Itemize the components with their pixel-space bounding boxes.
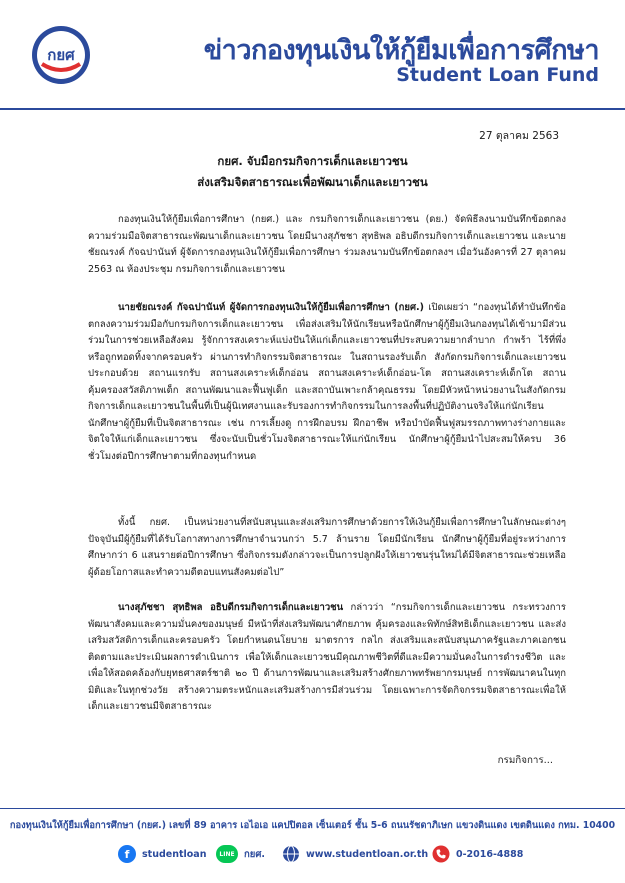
student-loan-fund-logo — [30, 24, 92, 86]
facebook-icon: f — [118, 845, 136, 863]
header-title-english: Student Loan Fund — [396, 64, 599, 86]
logo-text: กยศ — [47, 46, 75, 64]
paragraph-1: กองทุนเงินให้กู้ยืมเพื่อการศึกษา (กยศ.) และ กรมกิจการเด็กและเยาวชน (ดย.) จัดพิธีลงนามบันทึกข้อตกลงความร่วมมือจิตสาธารณะพัฒนาเด็กและเยาวชน โดยมีนางสุภัชชา สุทธิพล อธิบดีกรมกิจการเด็กและเยาวชน และนายชัยณรงค์ กัจฉปานันท์ ผู้จัดการกองทุนเงินให้กู้ยืมเพื่อการศึกษา ร่วมลงนามบันทึกข้อตกลงฯ เมื่อวันอังคารที่ 27 ตุลาคม 2563 ณ ห้องประชุม กรมกิจการเด็กและเยาวชน — [88, 214, 566, 275]
globe-icon — [282, 845, 300, 863]
paragraph-2-lead: นายชัยณรงค์ กัจฉปานันท์ ผู้จัดการกองทุนเงินให้กู้ยืมเพื่อการศึกษา (กยศ.) — [118, 302, 424, 313]
continued-marker: กรมกิจการ... — [497, 755, 553, 766]
footer-divider — [0, 808, 625, 809]
document-date: 27 ตุลาคม 2563 — [479, 130, 559, 142]
line-handle: กยศ. — [244, 848, 265, 860]
headline-line-2: ส่งเสริมจิตสาธารณะเพื่อพัฒนาเด็กและเยาวชน — [197, 175, 428, 189]
paragraph-2 — [88, 300, 566, 465]
headline-line-1: กยศ. จับมือกรมกิจการเด็กและเยาวชน — [217, 154, 408, 168]
footer-address: กองทุนเงินให้กู้ยืมเพื่อการศึกษา (กยศ.) เลขที่ 89 อาคาร เอไอเอ แคปปิตอล เซ็นเตอร์ ชั้น 5-6 ถนนรัชดาภิเษก แขวงดินแดง เขตดินแดง กทม. 10400 — [9, 820, 616, 831]
phone-contact[interactable] — [432, 844, 523, 864]
paragraph-4-lead: นางสุภัชชา สุทธิพล อธิบดีกรมกิจการเด็กและเยาวชน — [118, 602, 344, 613]
phone-icon — [432, 845, 450, 863]
facebook-contact[interactable] — [118, 844, 206, 864]
website-url: www.studentloan.or.th — [306, 848, 429, 860]
website-contact[interactable] — [282, 844, 428, 864]
header-divider — [0, 108, 625, 110]
paragraph-4-text: กล่าวว่า “กรมกิจการเด็กและเยาวชน กระทรวงการพัฒนาสังคมและความมั่นคงของมนุษย์ มีหน้าที่ส่งเสริมพัฒนาศักยภาพ คุ้มครองและพิทักษ์สิทธิเด็กและเยาวชน และส่งเสริมสวัสดิการเด็กและครอบครัว โดยกำหนดนโยบาย มาตรการ กลไก ส่งเสริมและสนับสนุนภาครัฐและภาคเอกชน ติดตามและประเมินผลการดำเนินการ เพื่อให้เด็กและเยาวชนมีคุณภาพชีวิตที่ดีและมีความมั่นคงในการดำรงชีวิต และเพื่อให้สอดคล้องกับยุทธศาสตร์ชาติ ๒๐ ปี ด้านการพัฒนาและเสริมสร้างศักยภาพทรัพยากรมนุษย์ การพัฒนาคนในทุกมิติและในทุกช่วงวัย สร้างความตระหนักและเสริมสร้างการมีส่วนร่วม โดยเฉพาะการจัดกิจกรรมจิตสาธารณะเพื่อให้เด็กและเยาวชนมีจิตสาธารณะ — [88, 602, 566, 712]
paragraph-4 — [88, 600, 566, 716]
footer — [0, 808, 625, 883]
line-contact[interactable] — [216, 844, 265, 864]
header-title-thai: ข่าวกองทุนเงินให้กู้ยืมเพื่อการศึกษา — [203, 35, 599, 66]
line-icon: LINE — [216, 845, 238, 863]
phone-number: 0-2016-4888 — [456, 848, 524, 860]
paragraph-2-text: เปิดเผยว่า “กองทุนได้ทำบันทึกข้อตกลงความร่วมมือกับกรมกิจการเด็กและเยาวชน เพื่อส่งเสริมให้นักเรียนหรือนักศึกษาผู้กู้ยืมเงินกองทุนได้เข้ามามีส่วนร่วมในการช่วยเหลือสังคม รู้จักการสงเคราะห์แบ่งปันให้แก่เด็กและเยาวชนที่ประสบความยากลำบาก กำพร้า ไร้ที่พึ่ง หรือถูกทอดทิ้งจากครอบครัว ผ่านการทำกิจกรรมจิตสาธารณะ ในสถานรองรับเด็ก สังกัดกรมกิจการเด็กและเยาวชน ประกอบด้วย สถานแรกรับ สถานสงเคราะห์เด็กอ่อน สถานสงเคราะห์เด็กอ่อน-โต สถานสงเคราะห์เด็กโต สถานคุ้มครองสวัสดิภาพเด็ก สถานพัฒนาและฟื้นฟูเด็ก และสถาบันเพาะกล้าคุณธรรม โดยมีหัวหน้าหน่วยงานในสังกัดกรมกิจการเด็กและเยาวชนในพื้นที่เป็นผู้นิเทศงานและรับรองการทำกิจกรรมในการลงพื้นที่ปฏิบัติงานจริงให้แก่นักเรียน นักศึกษาผู้กู้ยืมที่เป็นจิตสาธารณะ เช่น การเลี้ยงดู การฝึกอบรม ฝึกอาชีพ หรือบำบัดฟื้นฟูสมรรถภาพทางร่างกายและจิตใจให้แก่เด็กและเยาวชน ซึ่งจะนับเป็นชั่วโมงจิตสาธารณะให้แก่นักเรียน นักศึกษาผู้กู้ยืมนำไปสะสมให้ครบ 36 ชั่วโมงต่อปีการศึกษาตามที่กองทุนกำหนด — [88, 302, 566, 462]
header — [0, 0, 625, 118]
facebook-handle: studentloan — [142, 848, 207, 860]
paragraph-3: ทั้งนี้ กยศ. เป็นหน่วยงานที่สนับสนุนและส่งเสริมการศึกษาด้วยการให้เงินกู้ยืมเพื่อการศึกษาในลักษณะต่างๆ ปัจจุบันมีผู้กู้ยืมที่ได้รับโอกาสทางการศึกษาจำนวนกว่า 5.7 ล้านราย โดยมีนักเรียน นักศึกษาผู้กู้ยืมที่อยู่ระหว่างการศึกษากว่า 6 แสนรายต่อปีการศึกษา ซึ่งกิจกรรมดังกล่าวจะเป็นการปลูกฝังให้เยาวชนรุ่นใหม่ได้มีจิตสาธารณะช่วยเหลือผู้ด้อยโอกาสและทำความดีตอบแทนสังคมต่อไป” — [88, 517, 566, 578]
